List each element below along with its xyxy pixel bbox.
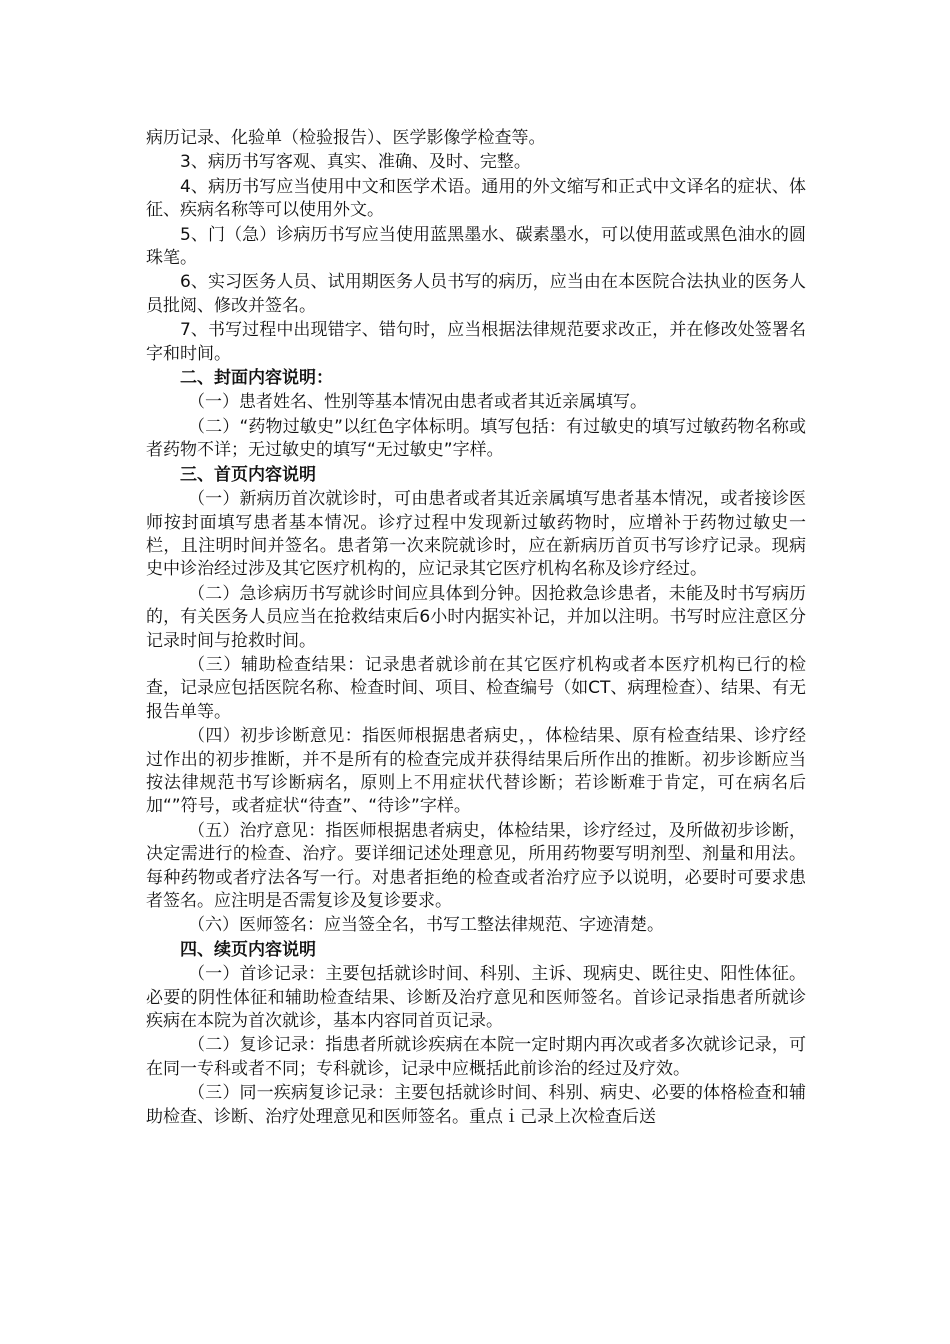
paragraph: 7、书写过程中出现错字、错句时，应当根据法律规范要求改正，并在修改处签署名字和时间。: [146, 320, 806, 364]
section-heading: 二、封面内容说明：: [180, 368, 333, 389]
paragraph: 4、病历书写应当使用中文和医学术语。通用的外文缩写和正式中文译名的症状、体征、疾病名称等可以使用外文。: [146, 176, 806, 221]
paragraph: （二）“药物过敏史”以红色字体标明。填写包括：有过敏史的填写过敏药物名称或者药物不详；无过敏史的填写“无过敏史”字样。: [146, 416, 806, 461]
paragraph: （三）同一疾病复诊记录：主要包括就诊时间、科别、病史、必要的体格检查和辅助检查、诊断、治疗处理意见和医师签名。重点ｉ己录上次检查后送: [146, 1083, 806, 1127]
paragraph: 3、病历书写客观、真实、准确、及时、完整。: [180, 152, 531, 173]
section-heading: 三、首页内容说明: [180, 464, 316, 485]
paragraph: 病历记录、化验单（检验报告）、医学影像学检查等。: [146, 128, 546, 148]
section-heading: 四、续页内容说明: [180, 939, 316, 960]
paragraph: （五）治疗意见：指医师根据患者病史，体检结果，诊疗经过，及所做初步诊断，决定需进行的检查、治疗。要详细记述处理意见，所用药物要写明剂型、剂量和用法。每种药物或者疗法各写一行。对患者拒绝的检查或者治疗应予以说明，必要时可要求患者签名。应注明是否需复诊及复诊要求。: [146, 820, 806, 911]
paragraph: （一）新病历首次就诊时，可由患者或者其近亲属填写患者基本情况，或者接诊医师按封面填写患者基本情况。诊疗过程中发现新过敏药物时，应增补于药物过敏史一栏，且注明时间并签名。患者第一次来院就诊时，应在新病历首页书写诊疗记录。现病史中诊治经过涉及其它医疗机构的，应记录其它医疗机构名称及诊疗经过。: [146, 489, 806, 580]
paragraph: （六）医师签名：应当签全名，书写工整法律规范、字迹清楚。: [188, 915, 664, 936]
paragraph: 6、实习医务人员、试用期医务人员书写的病历，应当由在本医院合法执业的医务人员批阅、修改并签名。: [146, 272, 806, 316]
paragraph: 5、门（急）诊病历书写应当使用蓝黑墨水、碳素墨水，可以使用蓝或黑色油水的圆珠笔。: [146, 224, 806, 269]
document-body: [146, 127, 806, 1130]
paragraph: （四）初步诊断意见：指医师根据患者病史，，体检结果、原有检查结果、诊疗经过作出的初步推断，并不是所有的检查完成并获得结果后所作出的推断。初步诊断应当按法律规范书写诊断病名，原则上不用症状代替诊断；若诊断难于肯定，可在病名后加“”符号，或者症状“待查”、“待诊”字样。: [146, 726, 806, 817]
paragraph: （二）急诊病历书写就诊时间应具体到分钟。因抢救急诊患者，未能及时书写病历的，有关医务人员应当在抢救结束后6小时内据实补记，并加以注明。书写时应注意区分记录时间与抢救时间。: [146, 583, 806, 651]
paragraph: （二）复诊记录：指患者所就诊疾病在本院一定时期内再次或者多次就诊记录，可在同一专科或者不同；专科就诊，记录中应概括此前诊治的经过及疗效。: [146, 1035, 806, 1079]
paragraph: （三）辅助检查结果：记录患者就诊前在其它医疗机构或者本医疗机构已行的检查，记录应包括医院名称、检查时间、项目、检查编号（如CT、病理检查）、结果、有无报告单等。: [146, 654, 806, 722]
paragraph: （一）首诊记录：主要包括就诊时间、科别、主诉、现病史、既往史、阳性体征。必要的阴性体征和辅助检查结果、诊断及治疗意见和医师签名。首诊记录指患者所就诊疾病在本院为首次就诊，基本内容同首页记录。: [146, 964, 806, 1032]
paragraph: （一）患者姓名、性别等基本情况由患者或者其近亲属填写。: [188, 392, 647, 413]
